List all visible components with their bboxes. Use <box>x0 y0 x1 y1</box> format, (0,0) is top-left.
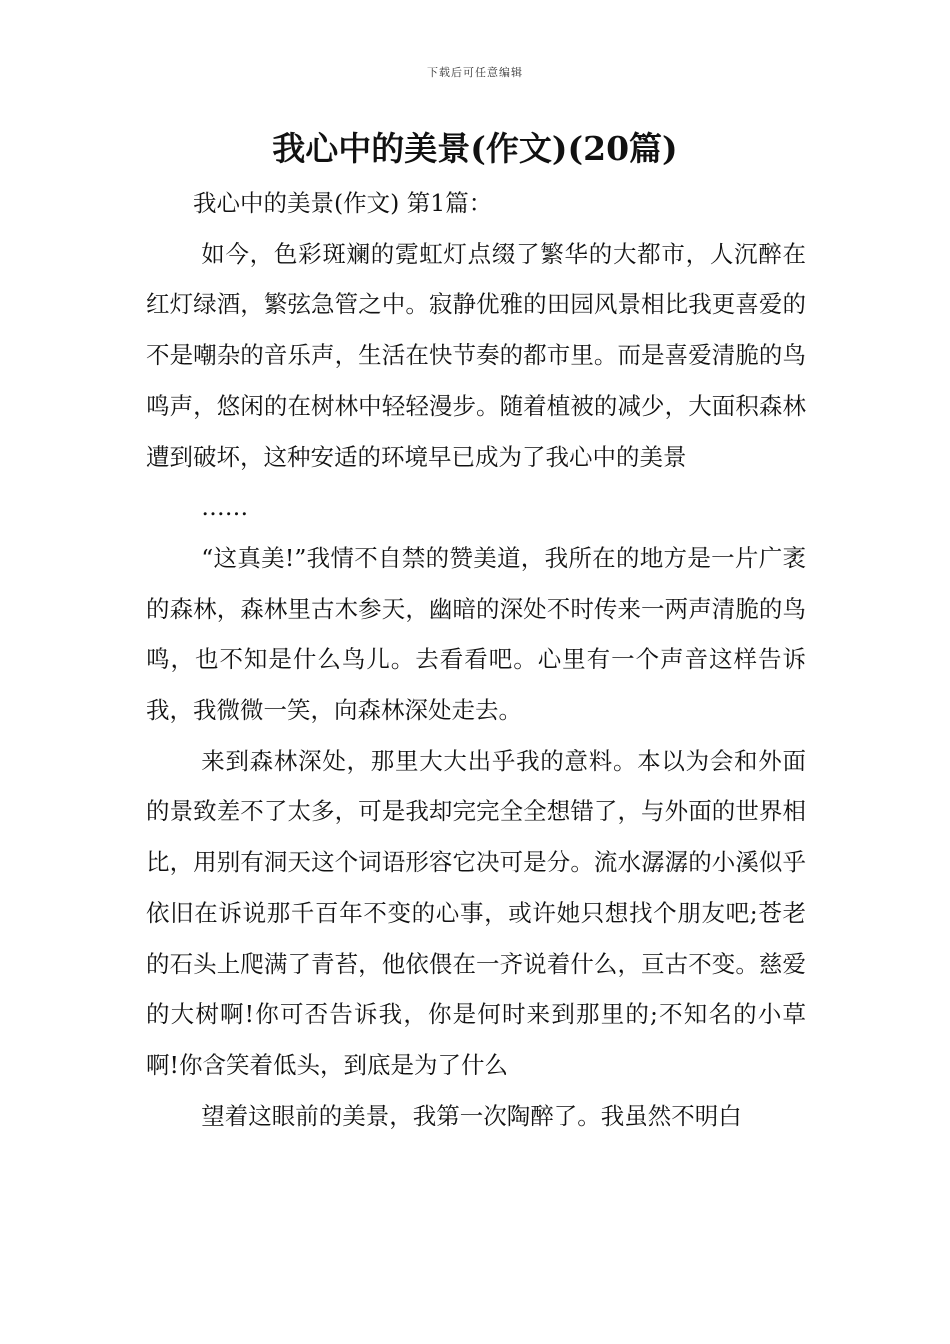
paragraph: “这真美!”我情不自禁的赞美道，我所在的地方是一片广袤的森林，森林里古木参天，幽暗的深处不时传来一两声清脆的鸟鸣，也不知是什么鸟儿。去看看吧。心里有一个声音这样告诉我，我微微一笑，向森林深处走去。 <box>146 543 806 725</box>
paragraph: 来到森林深处，那里大大出乎我的意料。本以为会和外面的景致差不了太多，可是我却完完全全想错了，与外面的世界相比，用别有洞天这个词语形容它决可是分。流水潺潺的小溪似乎依旧在诉说那千百年不变的心事，或许她只想找个朋友吧;苍老的石头上爬满了青苔，他依偎在一齐说着什么，亘古不变。慈爱的大树啊!你可否告诉我，你是何时来到那里的;不知名的小草啊!你含笑着低头，到底是为了什么 <box>146 746 806 1079</box>
paragraph: 如今，色彩斑斓的霓虹灯点缀了繁华的大都市，人沉醉在红灯绿酒，繁弦急管之中。寂静优雅的田园风景相比我更喜爱的不是嘲杂的音乐声，生活在快节奏的都市里。而是喜爱清脆的鸟鸣声，悠闲的在树林中轻轻漫步。随着植被的减少，大面积森林遭到破坏，这种安适的环境早已成为了我心中的美景 <box>146 239 806 471</box>
document-body <box>146 178 806 1141</box>
header-note: 下载后可任意编辑 <box>427 66 523 79</box>
ellipsis-paragraph: …… <box>201 493 249 522</box>
document-title: 我心中的美景(作文)(20篇) <box>272 129 678 168</box>
paragraph: 望着这眼前的美景，我第一次陶醉了。我虽然不明白 <box>201 1101 742 1130</box>
section-heading: 我心中的美景(作文) 第1篇： <box>193 189 493 217</box>
